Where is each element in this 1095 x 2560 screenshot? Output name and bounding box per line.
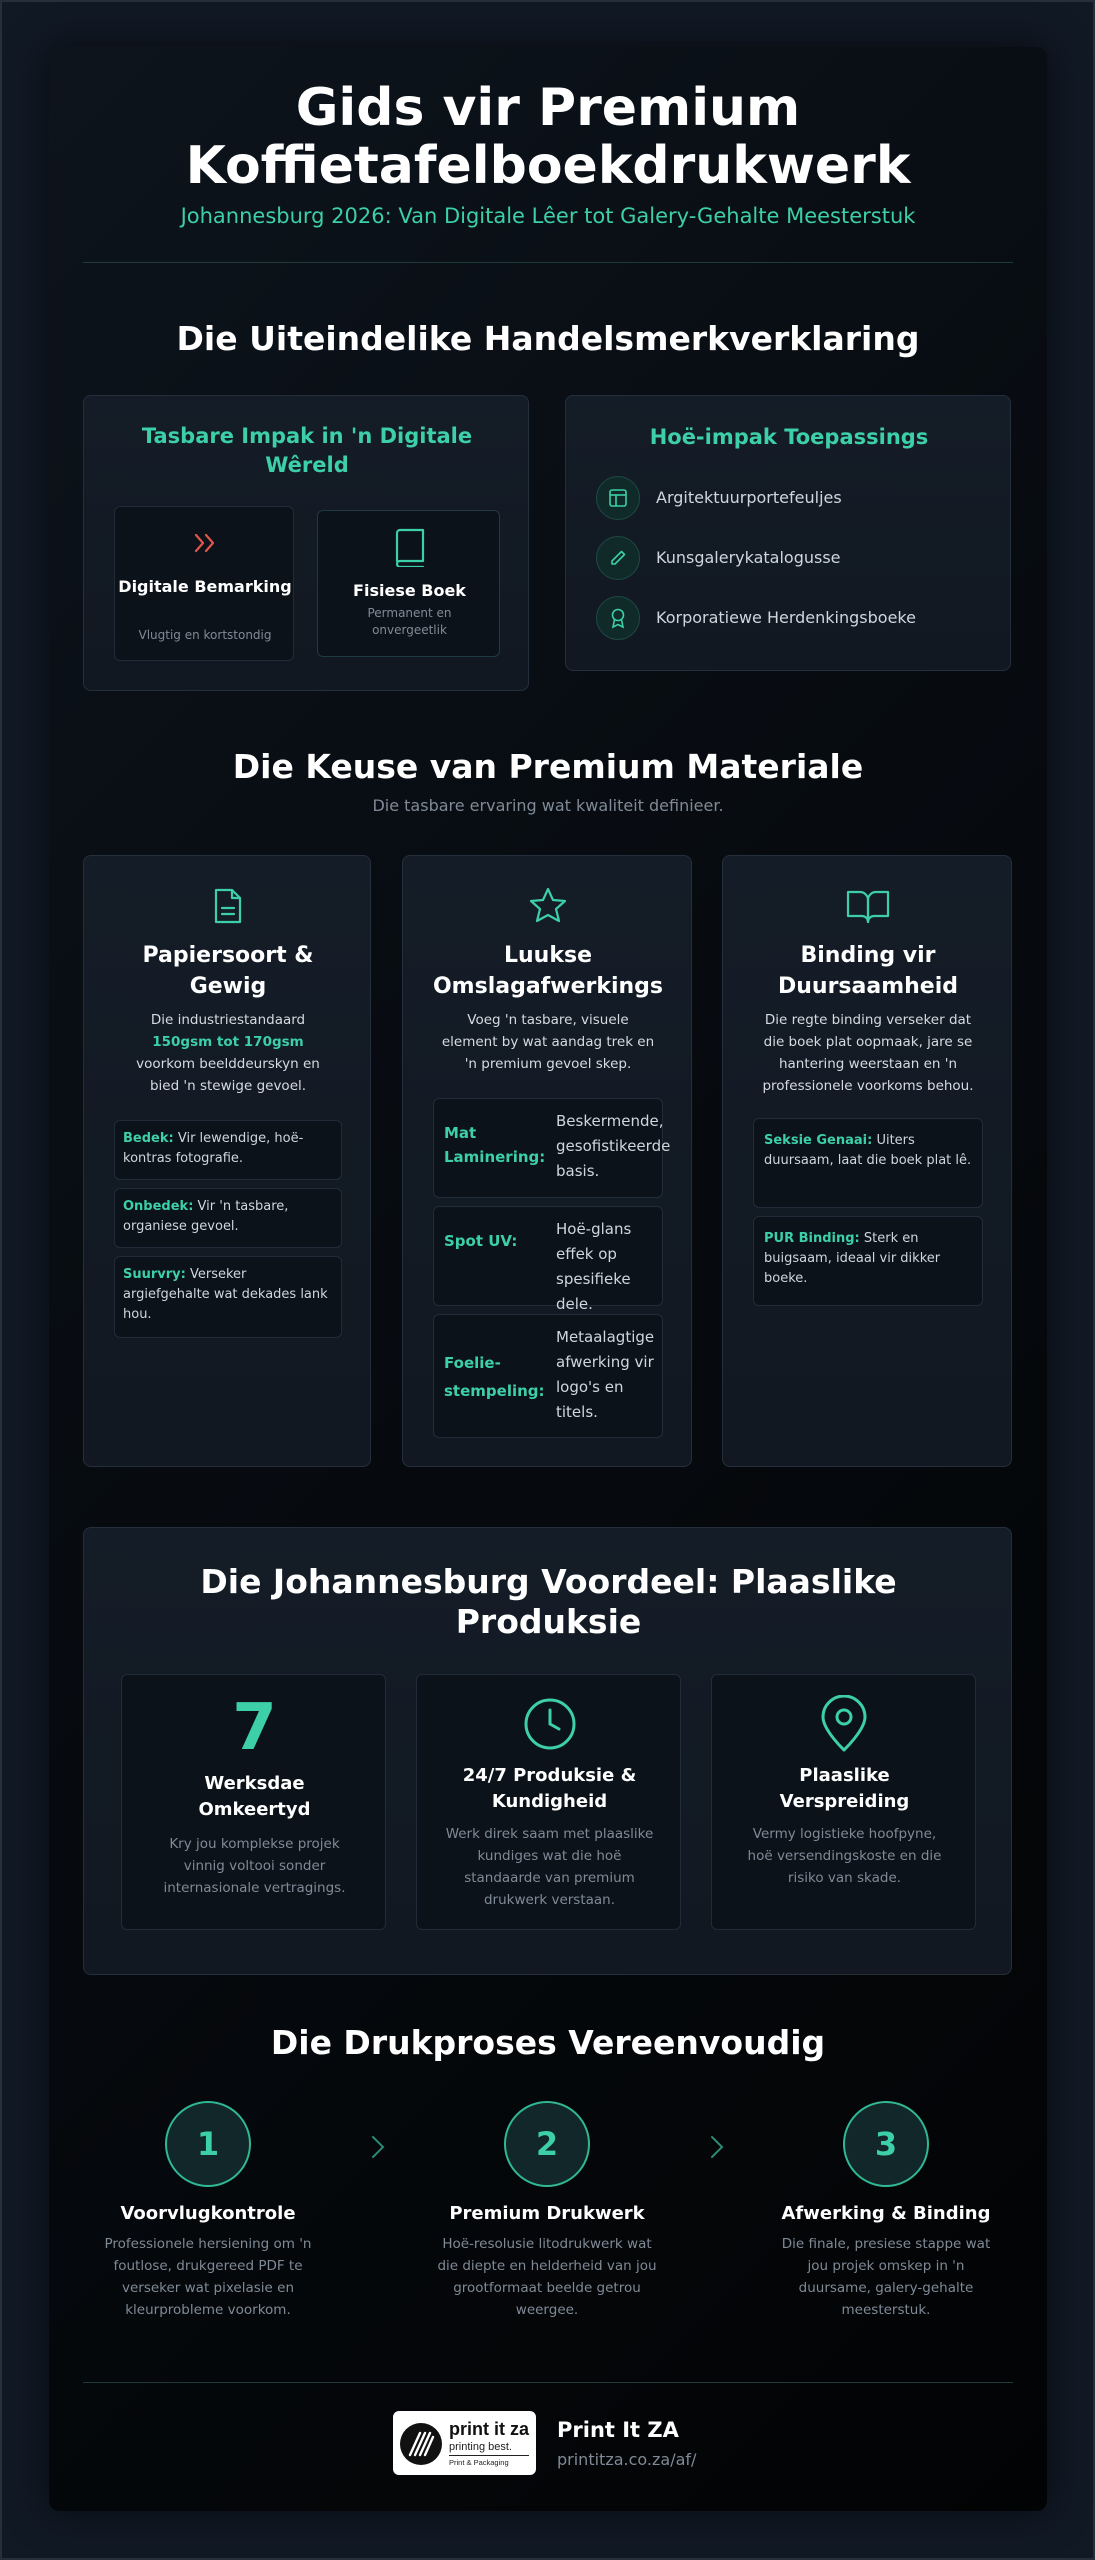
production-title — [417, 1763, 682, 1815]
local-section-card — [83, 1527, 1012, 1975]
applications-card — [565, 395, 1011, 671]
step-3-title: Afwerking & Binding — [781, 2203, 991, 2224]
brand-section-title: Die Uiteindelike Handelsmerkverklaring — [176, 319, 920, 358]
paper-desc-before: Die industriestandaard — [150, 1012, 306, 1028]
binding-option-pur-name: PUR Binding: — [764, 1231, 860, 1246]
binding-card-title — [723, 940, 1013, 1002]
cover-option-spot-uv-name: Spot UV: — [444, 1232, 518, 1250]
cover-card — [402, 855, 692, 1467]
title-line-2: Koffietafelboekdrukwerk — [185, 136, 911, 196]
map-pin-icon — [819, 1695, 869, 1757]
distribution-desc: Vermy logistieke hoofpyne, hoë versendingskoste en die risiko van skade. — [747, 1826, 942, 1886]
binding-title-line-1: Binding vir — [800, 943, 936, 968]
digital-marketing-card — [114, 506, 294, 661]
logo-mark-icon — [400, 2423, 442, 2465]
physical-book-desc: Permanent en onvergeetlik — [367, 606, 452, 637]
page-subtitle: Johannesburg 2026: Van Digitale Lêer tot Galery-Gehalte Meesterstuk — [180, 204, 916, 228]
physical-book-card — [317, 510, 500, 657]
double-chevron-right-icon — [191, 529, 219, 561]
application-item-corporate: Korporatiewe Herdenkingsboeke — [656, 608, 916, 627]
cover-option-spot-uv-text: Hoë-glans effek op spesifieke dele. — [556, 1220, 632, 1313]
step-2-circle: 2 — [504, 2101, 590, 2187]
cover-option-foil-text: Metaalagtige afwerking vir logo's en titels. — [556, 1328, 655, 1421]
paper-option-coated-text: Vir lewendige, hoë-kontras fotografie. — [123, 1131, 304, 1166]
step-2-desc: Hoë-resolusie litodrukwerk wat die diepte en helderheid van jou grootformaat beelde getrou weergee. — [437, 2236, 657, 2318]
materials-section-subtitle: Die tasbare ervaring wat kwaliteit definieer. — [372, 796, 724, 815]
paper-title-line-1: Papiersoort & — [142, 943, 314, 968]
company-logo[interactable] — [393, 2411, 536, 2475]
paper-card — [83, 855, 371, 1467]
impact-card — [83, 395, 529, 691]
poster — [49, 47, 1047, 2511]
turnaround-title-line-2: Omkeertyd — [198, 1799, 311, 1820]
local-title-line-1: Die Johannesburg Voordeel: Plaaslike — [200, 1562, 897, 1601]
clock-icon — [523, 1697, 577, 1755]
logo-sub-text: printing best. — [449, 2441, 512, 2453]
applications-card-title: Hoë-impak Toepassings — [649, 425, 929, 449]
paper-option-uncoated — [114, 1188, 342, 1248]
logo-tag-text: Print & Packaging — [449, 2455, 529, 2467]
paper-option-acid-free — [114, 1256, 342, 1338]
impact-card-title: Tasbare Impak in 'n Digitale Wêreld — [141, 424, 473, 477]
cover-option-matte-name: Mat Laminering: — [444, 1124, 546, 1166]
distribution-title — [712, 1763, 977, 1815]
local-section-title — [84, 1562, 1013, 1642]
cover-title-line-2: Omslagafwerkings — [432, 974, 664, 999]
step-3-circle: 3 — [843, 2101, 929, 2187]
cover-card-desc: Voeg 'n tasbare, visuele element by wat aandag trek en 'n premium gevoel skep. — [441, 1012, 655, 1072]
turnaround-title-line-1: Werksdae — [204, 1773, 305, 1794]
local-title-line-2: Produksie — [455, 1602, 642, 1641]
footer-company-name: Print It ZA — [557, 2418, 679, 2442]
header-divider — [83, 262, 1013, 263]
production-title-line-2: Kundigheid — [491, 1791, 608, 1812]
process-section-title: Die Drukproses Vereenvoudig — [270, 2023, 826, 2062]
materials-section-title: Die Keuse van Premium Materiale — [232, 747, 864, 786]
digital-marketing-desc: Vlugtig en kortstondig — [138, 628, 272, 642]
paper-card-desc — [122, 1009, 334, 1097]
paper-option-uncoated-text: Vir 'n tasbare, organiese gevoel. — [123, 1199, 289, 1234]
paper-desc-after: voorkom beelddeurskyn en bied 'n stewige gevoel. — [136, 1056, 320, 1094]
footer-url[interactable]: printitza.co.za/af/ — [557, 2450, 697, 2469]
paper-option-acid-free-text: Verseker argiefgehalte wat dekades lank hou. — [123, 1267, 328, 1322]
logo-main-text: print it za — [449, 2419, 529, 2439]
physical-book-label: Fisiese Boek — [353, 581, 466, 600]
production-card — [416, 1674, 681, 1930]
cover-title-line-1: Luukse — [504, 943, 592, 968]
binding-option-pur-text: Sterk en buigsaam, ideaal vir dikker boeke. — [764, 1231, 941, 1286]
page-title — [49, 79, 1047, 195]
cover-option-matte — [433, 1098, 671, 1198]
distribution-card — [711, 1674, 976, 1930]
paper-option-acid-free-name: Suurvry: — [123, 1267, 186, 1282]
step-1-circle: 1 — [165, 2101, 251, 2187]
binding-card-desc: Die regte binding verseker dat die boek plat oopmaak, jare se hantering weerstaan en 'n professionele voorkoms behou. — [762, 1012, 974, 1094]
binding-option-section-sewn-name: Seksie Genaai: — [764, 1133, 873, 1148]
paper-option-coated — [114, 1120, 342, 1180]
binding-card — [722, 855, 1012, 1467]
open-book-icon — [845, 886, 891, 930]
turnaround-card — [121, 1674, 386, 1930]
cover-option-foil-name: Foelie-stempeling: — [444, 1354, 545, 1400]
turnaround-number: 7 — [232, 1691, 277, 1765]
paper-title-line-2: Gewig — [189, 974, 267, 999]
cover-option-spot-uv — [433, 1206, 663, 1313]
document-icon — [212, 886, 244, 930]
layout-icon — [596, 476, 640, 520]
star-icon — [528, 886, 568, 930]
paper-option-uncoated-name: Onbedek: — [123, 1199, 194, 1214]
chevron-right-icon — [370, 2134, 386, 2164]
book-icon — [393, 527, 427, 571]
step-1-title: Voorvlugkontrole — [120, 2203, 296, 2224]
step-1-desc: Professionele hersiening om 'n foutlose, drukgereed PDF te verseker wat pixelasie en kleurprobleme voorkom. — [104, 2236, 312, 2318]
paper-option-coated-name: Bedek: — [123, 1131, 174, 1146]
binding-option-pur — [753, 1216, 983, 1306]
distribution-title-line-2: Verspreiding — [779, 1791, 910, 1812]
production-desc: Werk direk saam met plaaslike kundiges wat die hoë standaarde van premium drukwerk verstaan. — [445, 1826, 654, 1908]
application-item-architecture: Argitektuurportefeuljes — [656, 488, 842, 507]
distribution-title-line-1: Plaaslike — [799, 1765, 890, 1786]
binding-option-section-sewn — [753, 1118, 983, 1208]
cover-option-matte-text: Beskermende, gesofistikeerde basis. — [556, 1112, 671, 1180]
paper-desc-highlight: 150gsm tot 170gsm — [152, 1034, 304, 1050]
award-icon — [596, 596, 640, 640]
chevron-right-icon — [709, 2134, 725, 2164]
digital-marketing-label: Digitale Bemarking — [118, 577, 292, 596]
title-line-1: Gids vir Premium — [295, 78, 801, 138]
turnaround-desc: Kry jou komplekse projek vinnig voltooi sonder internasionale vertragings. — [163, 1836, 346, 1896]
cover-option-foil — [433, 1314, 663, 1438]
production-title-line-1: 24/7 Produksie & — [462, 1765, 637, 1786]
pencil-icon — [596, 536, 640, 580]
binding-option-section-sewn-text: Uiters duursaam, laat die boek plat lê. — [764, 1133, 972, 1168]
step-2-title: Premium Drukwerk — [449, 2203, 645, 2224]
step-3-desc: Die finale, presiese stappe wat jou projek omskep in 'n duursame, galery-gehalte meesterstuk. — [781, 2236, 991, 2318]
application-item-gallery: Kunsgalerykatalogusse — [656, 548, 841, 567]
footer-divider — [83, 2382, 1013, 2383]
turnaround-title — [122, 1771, 387, 1823]
paper-card-title — [84, 940, 372, 1002]
cover-card-title — [403, 940, 693, 1002]
binding-title-line-2: Duursaamheid — [777, 974, 959, 999]
